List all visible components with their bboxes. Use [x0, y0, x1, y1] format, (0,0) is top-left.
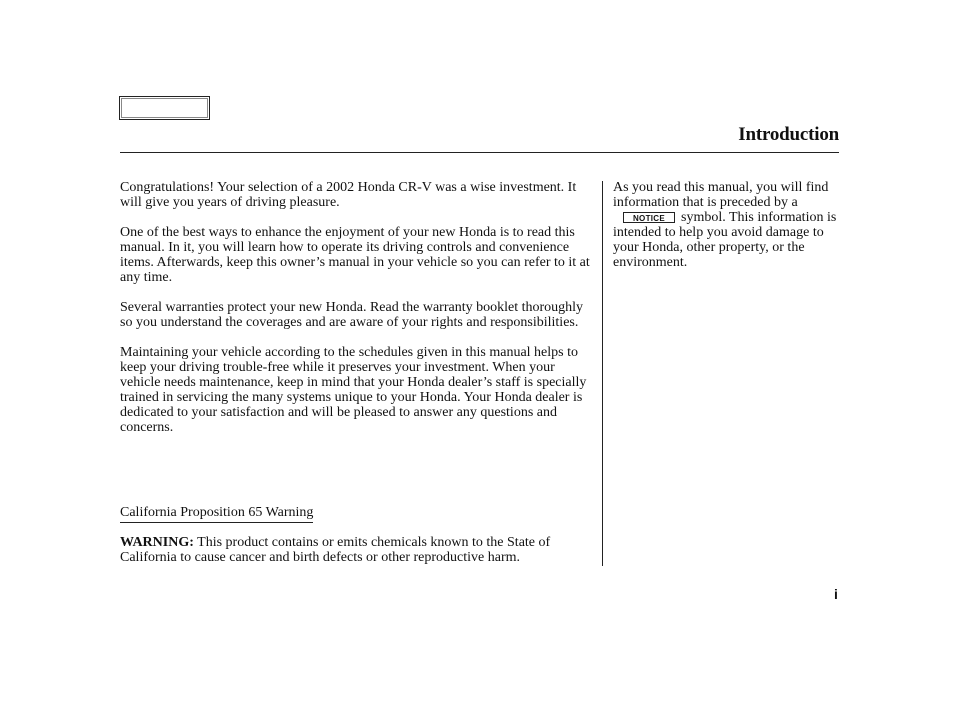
- manual-paragraph: One of the best ways to enhance the enjoyment of your new Honda is to read this manual. In it, you will learn how to operate its driving controls and convenience items. Afterwards, keep this owner’s manual in your vehicle so you can refer to it at any time.: [120, 225, 590, 285]
- notice-symbol: NOTICE: [623, 212, 675, 223]
- warning-paragraph: [120, 535, 595, 565]
- warranty-paragraph: Several warranties protect your new Honda. Read the warranty booklet thoroughly so you understand the coverages and are aware of your rights and responsibilities.: [120, 300, 584, 330]
- page-title: Introduction: [738, 124, 839, 145]
- notice-paragraph: [613, 180, 839, 270]
- page-number: i: [834, 586, 838, 602]
- warning-heading: California Proposition 65 Warning: [120, 505, 313, 523]
- notice-text-before: As you read this manual, you will find information that is preceded by a: [613, 180, 829, 210]
- side-column: [613, 180, 839, 270]
- column-divider: [602, 181, 603, 566]
- notice-text-after: symbol. This information is intended to help you avoid damage to your Honda, other property, or the environment.: [613, 210, 837, 270]
- maintenance-paragraph: Maintaining your vehicle according to the schedules given in this manual helps to keep your driving trouble-free while it preserves your investment. When your vehicle needs maintenance, keep in mind that your Honda dealer’s staff is specially trained in servicing the many systems unique to your Honda. Your Honda dealer is dedicated to your satisfaction and will be pleased to answer any questions and concerns.: [120, 345, 587, 435]
- intro-paragraph: Congratulations! Your selection of a 2002 Honda CR-V was a wise investment. It will give you years of driving pleasure.: [120, 180, 577, 210]
- warning-body: This product contains or emits chemicals known to the State of California to cause cancer and birth defects or other reproductive harm.: [120, 535, 551, 565]
- header-rule: [120, 152, 839, 153]
- warning-label: WARNING:: [120, 535, 194, 550]
- main-column: [120, 180, 590, 450]
- section-tab-box: [119, 96, 210, 120]
